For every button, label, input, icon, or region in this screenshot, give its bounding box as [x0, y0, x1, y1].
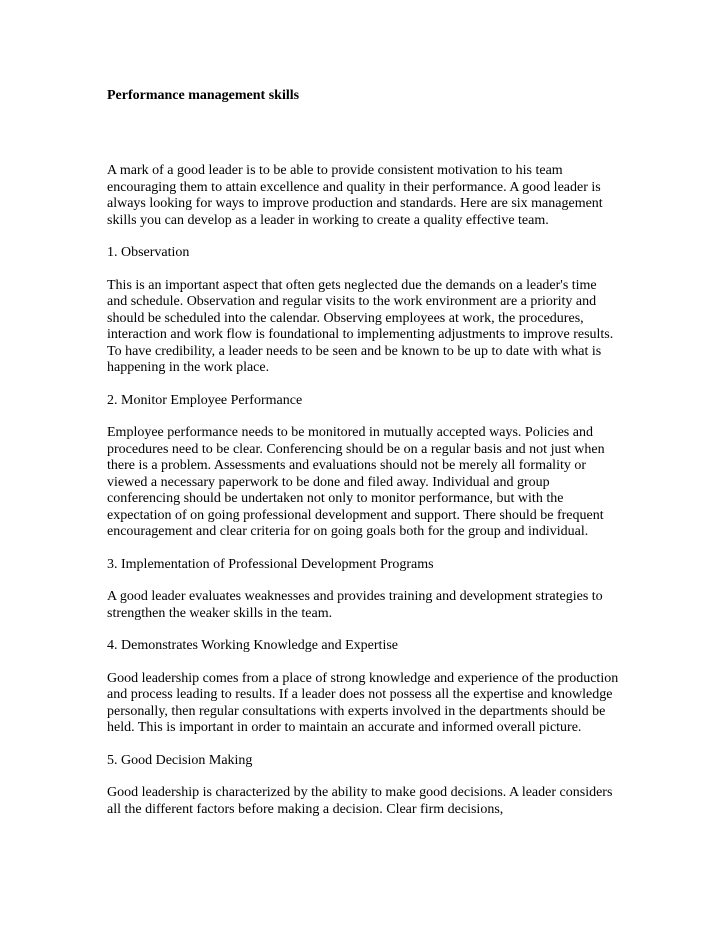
- section-heading-observation: 1. Observation: [107, 245, 190, 260]
- intro-paragraph: A mark of a good leader is to be able to provide consistent motivation to his team encouraging them to attain excellence and quality in their performance. A good leader is always looking for ways to improve production and standards. Here are six management skills you can develop as a leader in working to create a quality effective team.: [107, 163, 603, 228]
- section-body-decision-making: Good leadership is characterized by the ability to make good decisions. A leader considers all the different factors before making a decision. Clear firm decisions,: [107, 785, 613, 817]
- document-page: [107, 86, 619, 834]
- section-heading-monitor-performance: 2. Monitor Employee Performance: [107, 392, 303, 408]
- section-body-observation: This is an important aspect that often gets neglected due the demands on a leader's time and schedule. Observation and regular visits to the work environment are a priority and should be scheduled into the calendar. Observing employees at work, the procedures, interaction and work flow is foundational to implementing adjustments to improve results. To have credibility, a leader needs to be seen and be known to be up to date with what is happening in the work place.: [107, 277, 614, 375]
- section-body-working-knowledge: Good leadership comes from a place of strong knowledge and experience of the production and process leading to results. If a leader does not possess all the expertise and knowledge personally, then regular consultations with experts involved in the departments should be held. This is important in order to maintain an accurate and informed overall picture.: [107, 670, 619, 735]
- section-heading-decision-making: 5. Good Decision Making: [107, 752, 253, 768]
- section-body-monitor-performance: Employee performance needs to be monitored in mutually accepted ways. Policies and procedures need to be clear. Conferencing should be on a regular basis and not just when there is a problem. Assessments and evaluations should not be merely all formality or viewed a necessary paperwork to be done and filed away. Individual and group conferencing should be undertaken not only to monitor performance, but with the expectation of on going professional development and support. There should be frequent encouragement and clear criteria for on going goals both for the group and individual.: [107, 425, 605, 539]
- document-title: Performance management skills: [107, 88, 300, 103]
- section-heading-working-knowledge: 4. Demonstrates Working Knowledge and Expertise: [107, 638, 398, 653]
- section-heading-professional-development: 3. Implementation of Professional Development Programs: [107, 556, 434, 572]
- document-body: [107, 163, 619, 818]
- section-body-professional-development: A good leader evaluates weaknesses and provides training and development strategies to strengthen the weaker skills in the team.: [107, 589, 603, 621]
